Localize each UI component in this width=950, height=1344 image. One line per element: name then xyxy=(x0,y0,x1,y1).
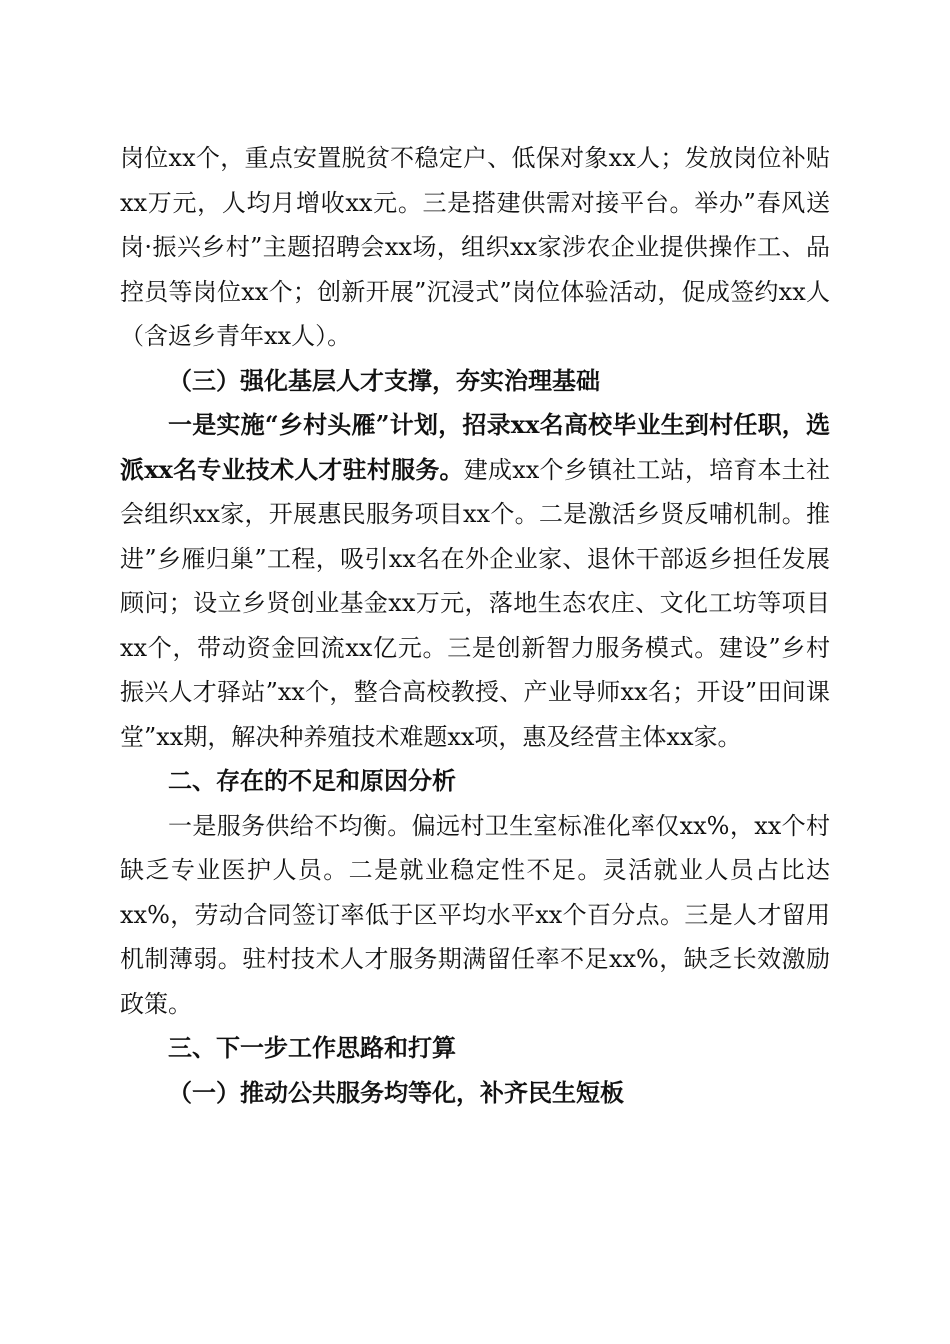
subheading-public-services: （一）推动公共服务均等化，补齐民生短板 xyxy=(168,1077,624,1107)
paragraph-employment-continued: 岗位xx个，重点安置脱贫不稳定户、低保对象xx人；发放岗位补贴xx万元，人均月增收xx元。三是搭建供需对接平台。举办”春风送岗·振兴乡村”主题招聘会xx场，组织xx家涉农企业提供操作工、品控员等岗位xx个；创新开展”沉浸式”岗位体验活动，促成签约xx人（含返乡青年xx人）。 xyxy=(120,144,830,350)
paragraph-shortcomings: 一是服务供给不均衡。偏远村卫生室标准化率仅xx%，xx个村缺乏专业医护人员。二是就业稳定性不足。灵活就业人员占比达xx%，劳动合同签订率低于区平均水平xx个百分点。三是人才留用机制薄弱。驻村技术人才服务期满留任率不足xx%，缺乏长效激励政策。 xyxy=(120,811,830,1018)
subheading-talent-support: （三）强化基层人才支撑，夯实治理基础 xyxy=(168,365,600,395)
section-heading-next-steps: 三、下一步工作思路和打算 xyxy=(168,1034,456,1062)
paragraph-talent-support-rest: 建成xx个乡镇社工站，培育本土社会组织xx家，开展惠民服务项目xx个。二是激活乡贤反哺机制。推进”乡雁归巢”工程，吸引xx名在外企业家、退休干部返乡担任发展顾问；设立乡贤创业基金xx万元，落地生态农庄、文化工坊等项目xx个，带动资金回流xx亿元。三是创新智力服务模式。建设”乡村振兴人才驿站”xx个，整合高校教授、产业导师xx名；开设”田间课堂”xx期，解决种养殖技术难题xx项，惠及经营主体xx家。 xyxy=(120,455,830,751)
paragraph-talent-support-lead: 一是实施“乡村头雁”计划，招录xx名高校毕业生到村任职，选派xx名专业技术人才驻村服务。 xyxy=(120,410,830,484)
document-body xyxy=(120,136,830,1115)
section-heading-shortcomings: 二、存在的不足和原因分析 xyxy=(168,767,456,795)
paragraph-talent-support xyxy=(120,403,830,759)
